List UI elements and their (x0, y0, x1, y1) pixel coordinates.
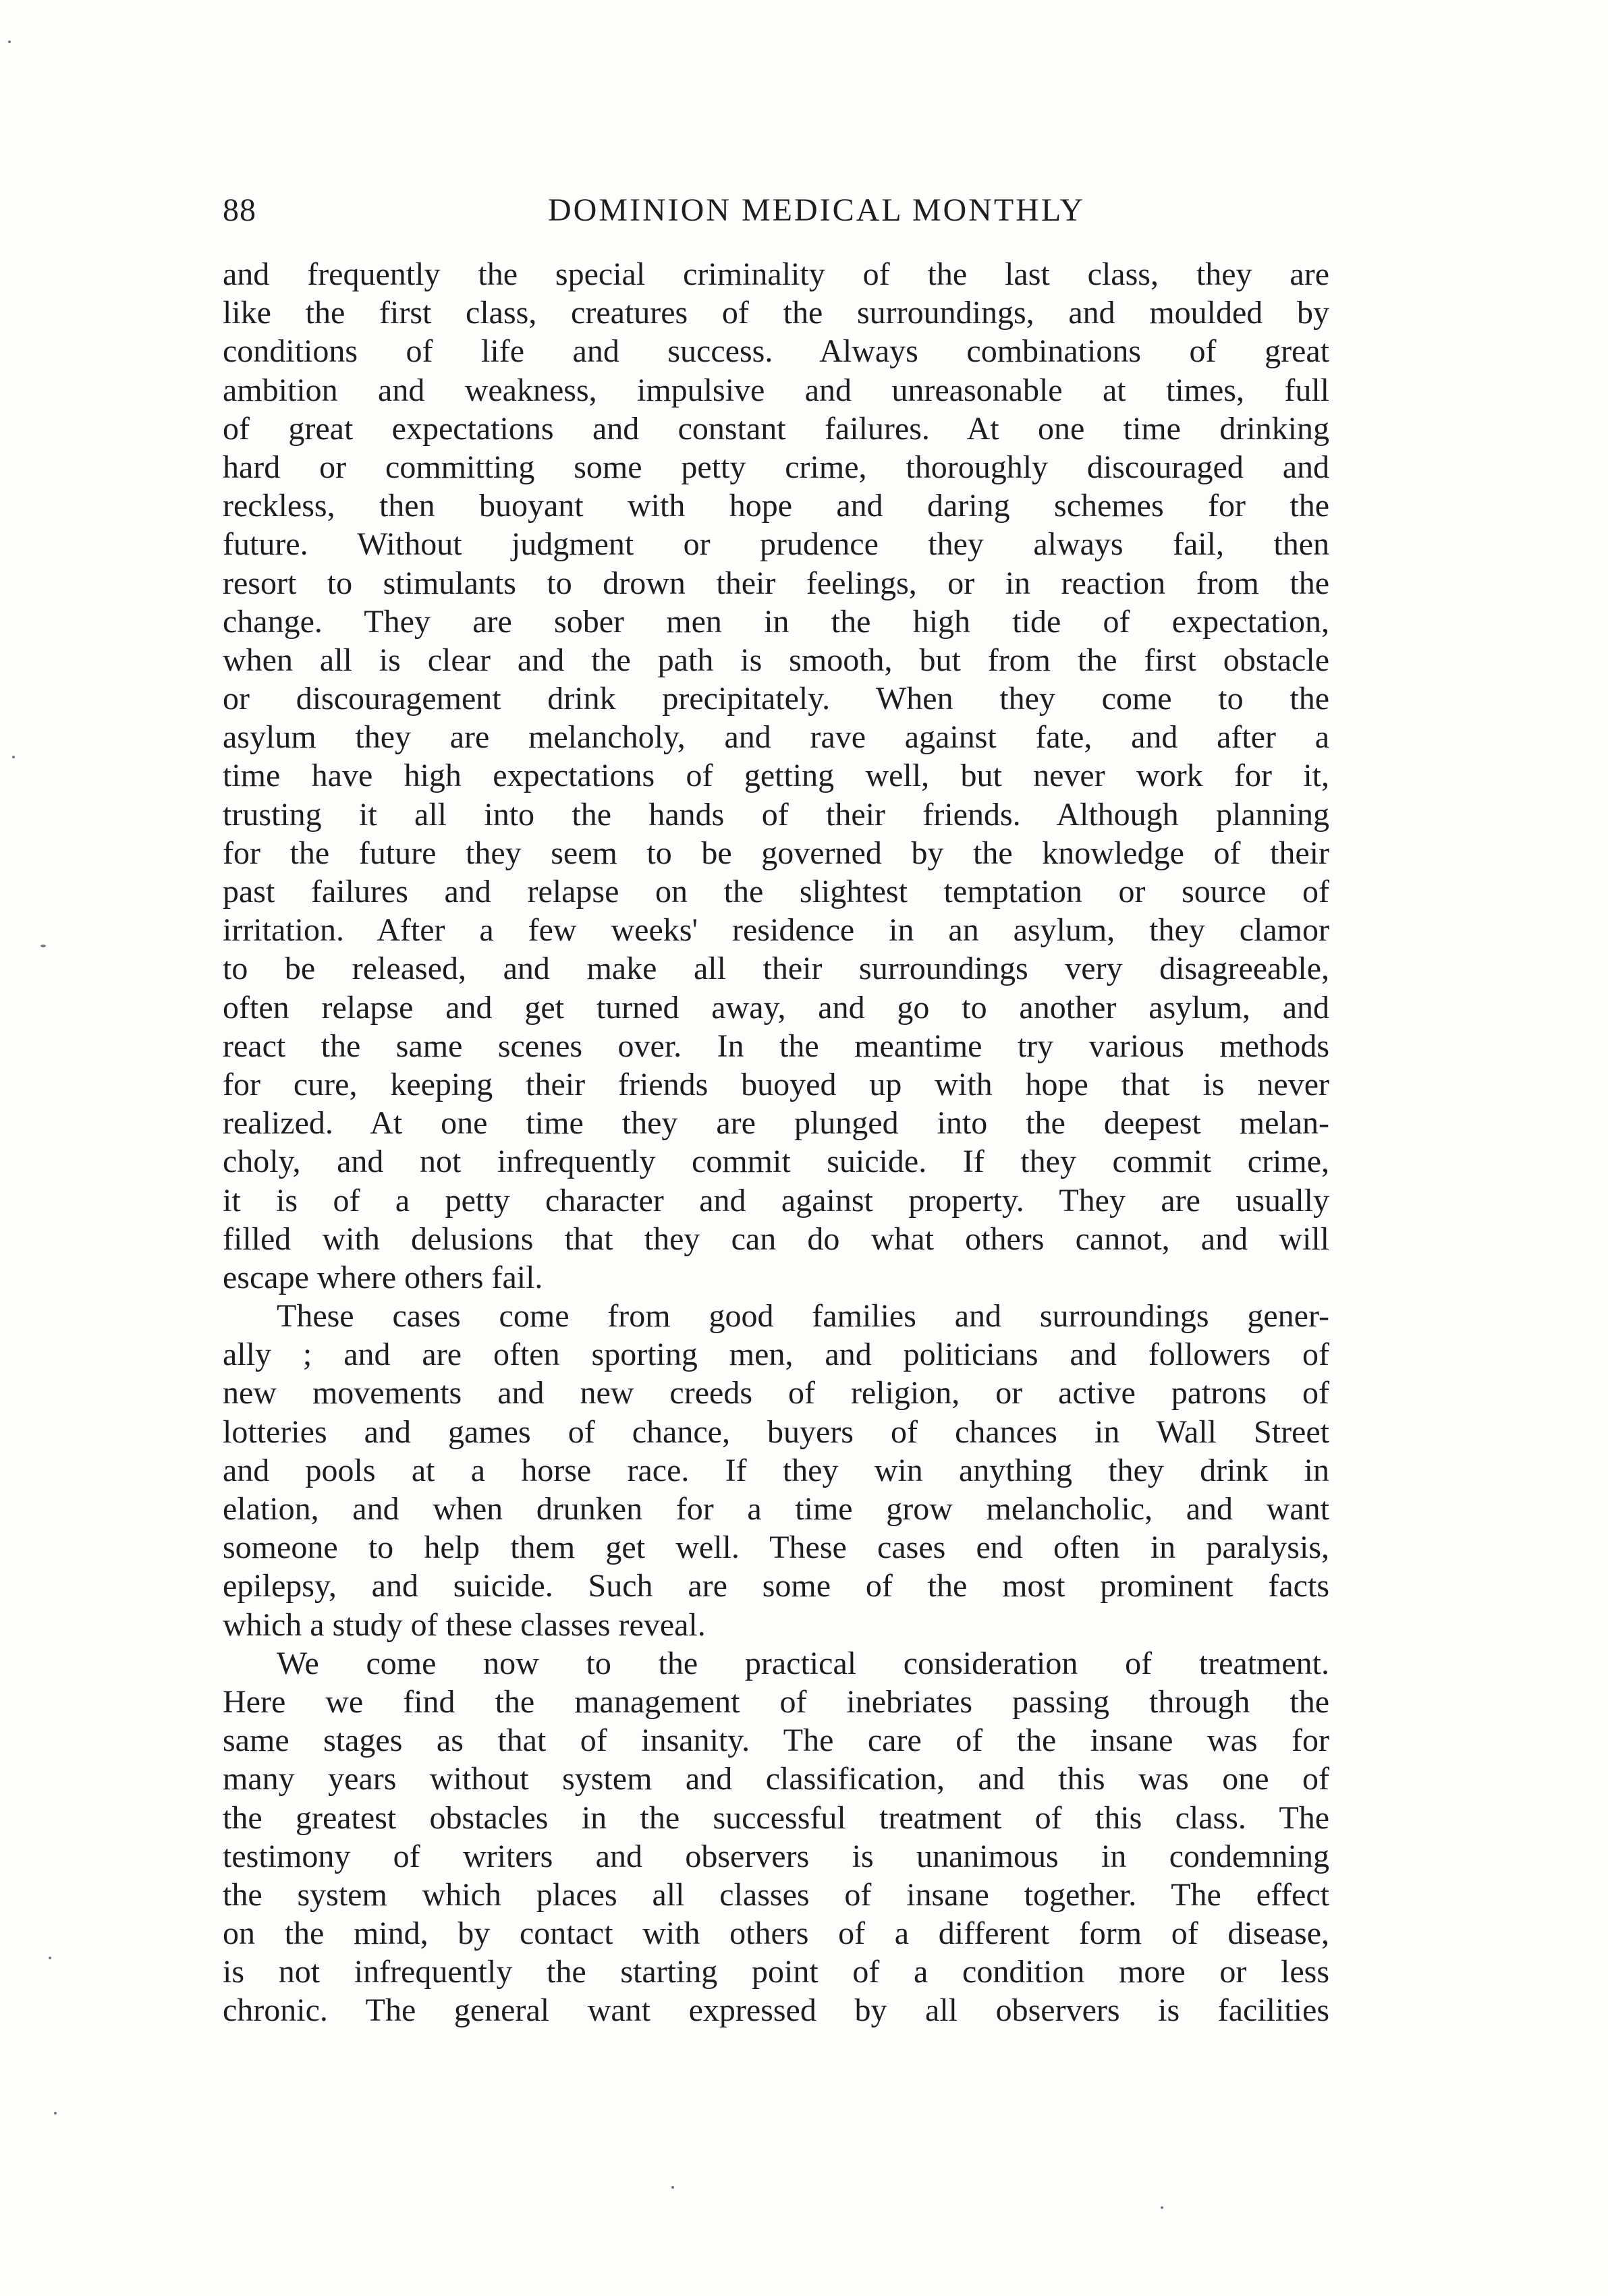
text-line: ambition and weakness, impulsive and unreasonable at times, full (223, 372, 1329, 408)
text-line: ally ; and are often sporting men, and politicians and followers of (223, 1337, 1329, 1373)
paragraph-1 (223, 255, 1329, 1297)
page-number: 88 (223, 192, 256, 228)
text-line: and pools at a horse race. If they win anything they drink in (223, 1452, 1329, 1488)
text-line: time have high expectations of getting well, but never work for it, (223, 758, 1329, 794)
text-line: asylum they are melancholy, and rave against fate, and after a (223, 719, 1329, 756)
text-line: same stages as that of insanity. The care of the insane was for (223, 1723, 1329, 1759)
scan-speck (671, 2186, 674, 2189)
scan-speck (54, 2112, 57, 2115)
text-line: the greatest obstacles in the successful treatment of this class. The (223, 1799, 1329, 1836)
text-line: is not infrequently the starting point of a condition more or less (223, 1954, 1329, 1990)
text-line: often relapse and get turned away, and go to another asylum, and (223, 989, 1329, 1026)
text-line: react the same scenes over. In the meantime try various methods (223, 1028, 1329, 1064)
text-line: someone to help them get well. These cases end often in paralysis, (223, 1530, 1329, 1566)
text-line: conditions of life and success. Always combinations of great (223, 333, 1329, 370)
text-line: hard or committing some petty crime, thoroughly discouraged and (223, 449, 1329, 485)
scan-speck (40, 945, 46, 947)
text-line: testimony of writers and observers is unanimous in condemning (223, 1838, 1329, 1874)
text-line: filled with delusions that they can do what others cannot, and will (223, 1221, 1329, 1257)
text-line: future. Without judgment or prudence they always fail, then (223, 526, 1329, 563)
text-line: when all is clear and the path is smooth, but from the first obstacle (223, 642, 1329, 678)
text-line: of great expectations and constant failures. At one time drinking (223, 410, 1329, 447)
text-line: Here we find the management of inebriates passing through the (223, 1683, 1329, 1720)
paragraph-2 (223, 1297, 1329, 1644)
text-line: escape where others fail. (223, 1259, 543, 1295)
text-line: realized. At one time they are plunged into the deepest melan- (223, 1105, 1329, 1142)
text-line: lotteries and games of chance, buyers of chances in Wall Street (223, 1413, 1329, 1450)
scan-speck (49, 1957, 51, 1959)
body-text (223, 255, 1329, 2030)
text-line: for cure, keeping their friends buoyed up with hope that is never (223, 1066, 1329, 1102)
journal-title: DOMINION MEDICAL MONTHLY (547, 192, 1085, 228)
text-line: change. They are sober men in the high tide of expectation, (223, 603, 1329, 640)
text-line: irritation. After a few weeks' residence in an asylum, they clamor (223, 912, 1329, 949)
text-line: choly, and not infrequently commit suicide. If they commit crime, (223, 1144, 1329, 1180)
text-line: many years without system and classification, and this was one of (223, 1761, 1329, 1797)
text-line: it is of a petty character and against property. They are usually (223, 1182, 1329, 1219)
text-line: and frequently the special criminality of the last class, they are (223, 256, 1329, 292)
text-line: chronic. The general want expressed by all observers is facilities (223, 1992, 1329, 2029)
text-line: These cases come from good families and surroundings gener- (277, 1298, 1329, 1335)
scan-speck (8, 40, 11, 43)
text-line: for the future they seem to be governed by the knowledge of their (223, 835, 1329, 871)
text-line: elation, and when drunken for a time grow melancholic, and want (223, 1491, 1329, 1527)
text-line: resort to stimulants to drown their feelings, or in reaction from the (223, 565, 1329, 601)
text-line: trusting it all into the hands of their friends. Although planning (223, 796, 1329, 833)
text-line: like the first class, creatures of the surroundings, and moulded by (223, 295, 1329, 331)
text-line: to be released, and make all their surroundings very disagreeable, (223, 951, 1329, 987)
text-line: reckless, then buoyant with hope and daring schemes for the (223, 488, 1329, 524)
scan-speck (1161, 2206, 1163, 2209)
text-line: new movements and new creeds of religion, or active patrons of (223, 1375, 1329, 1411)
text-line: past failures and relapse on the slightest temptation or source of (223, 874, 1329, 909)
text-line: We come now to the practical consideration of treatment. (277, 1645, 1329, 1681)
paragraph-3 (223, 1644, 1329, 2030)
text-line: the system which places all classes of insane together. The effect (223, 1876, 1329, 1913)
running-head (223, 192, 1329, 239)
scan-speck (12, 756, 15, 758)
text-line: epilepsy, and suicide. Such are some of the most prominent facts (223, 1568, 1329, 1604)
text-line: or discouragement drink precipitately. When they come to the (223, 681, 1329, 717)
text-line: on the mind, by contact with others of a different form of disease, (223, 1915, 1329, 1952)
text-line: which a study of these classes reveal. (223, 1606, 706, 1643)
